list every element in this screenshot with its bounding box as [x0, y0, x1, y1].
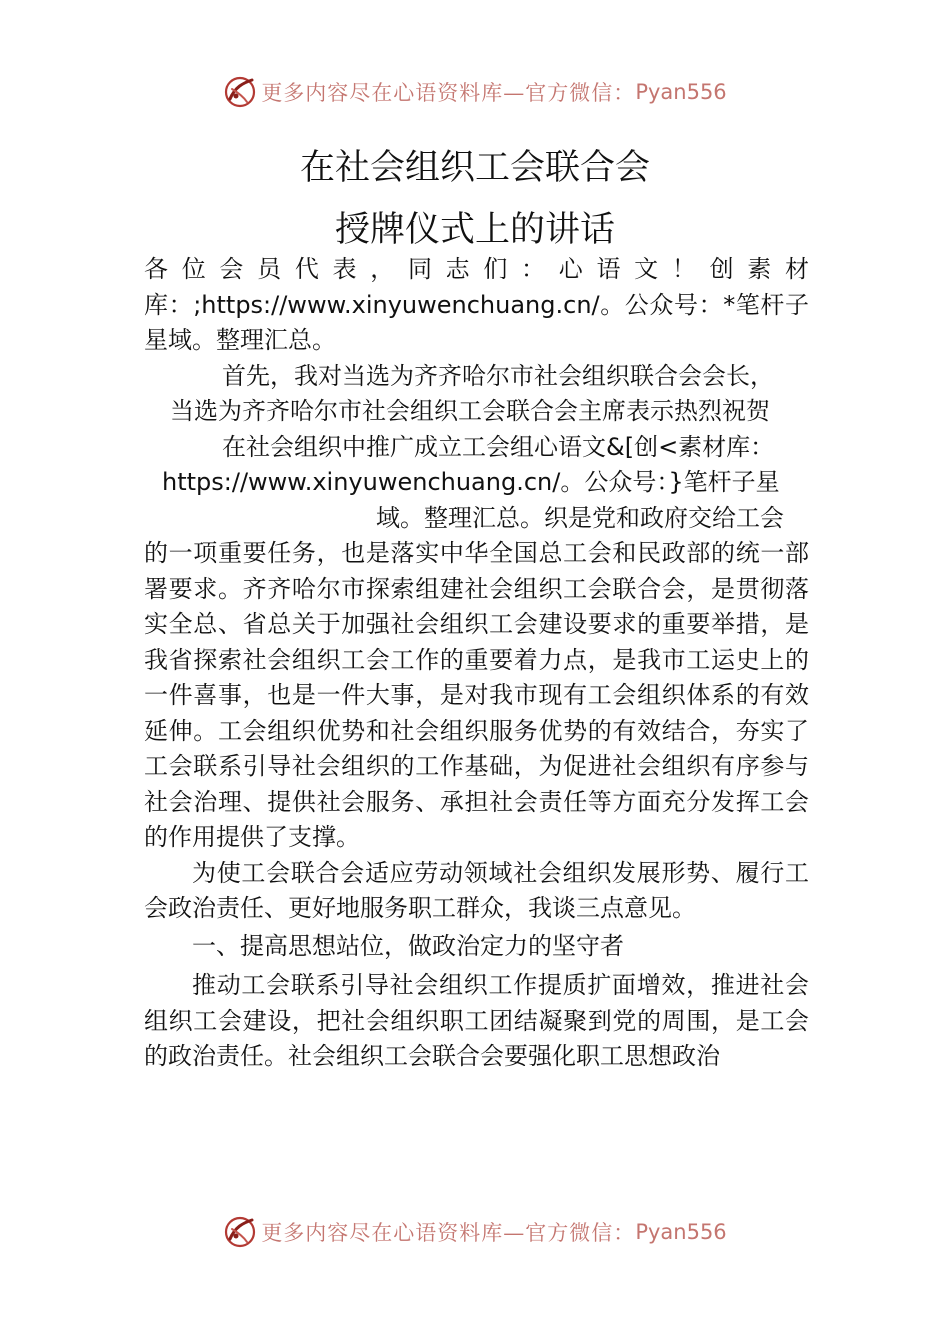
paragraph-2-line-1: 在社会组织中推广成立工会组心语文&[创<素材库： [222, 432, 775, 461]
paragraph-3: 为使工会联合会适应劳动领域社会组织发展形势、履行工会政治责任、更好地服务职工群众，我谈三点意见。 [144, 858, 809, 922]
paragraph-2-line-3: 域。整理汇总。织是党和政府交给工会 [376, 503, 784, 532]
banner-wechat-id: Pyan556 [635, 1220, 727, 1244]
header-watermark-banner [0, 70, 950, 114]
paragraph-1-line-2: 当选为齐齐哈尔市社会组织工会联合会主席表示热烈祝贺 [170, 397, 770, 425]
section-heading-1: 一、提高思想站位，做政治定力的坚守者 [192, 931, 624, 960]
document-body [144, 252, 809, 1075]
paragraph-2-line-2: https://www.xinyuwenchuang.cn/。公众号：}笔杆子星 [162, 468, 780, 496]
footer-watermark-banner [0, 1210, 950, 1254]
banner-text: 更多内容尽在心语资料库—官方微信： [261, 81, 636, 105]
banner-wechat-id: Pyan556 [635, 80, 727, 104]
paragraph-4: 推动工会联系引导社会组织工作提质扩面增效，推进社会组织工会建设，把社会组织职工团结凝聚到党的周围，是工会的政治责任。社会组织工会联合会要强化职工思想政治 [144, 971, 809, 1070]
brush-logo-icon [223, 1215, 257, 1249]
paragraph-2-rest: 的一项重要任务，也是落实中华全国总工会和民政部的统一部署要求。齐齐哈尔市探索组建社会组织工会联合会，是贯彻落实全总、省总关于加强社会组织工会建设要求的重要举措，是我省探索社会组织工会工作的重要着力点，是我市工运史上的一件喜事，也是一件大事，是对我市现有工会组织体系的有效延伸。工会组织优势和社会组织服务优势的有效结合，夯实了工会联系引导社会组织的工作基础，为促进社会组织有序参与社会治理、提供社会服务、承担社会责任等方面充分发挥工会的作用提供了支撑。 [144, 539, 809, 851]
greeting-paragraph: 各位会员代表，同志们：心语文！创素材库：;https://www.xinyuwenchuang.cn/。公众号：*笔杆子星域。整理汇总。 [144, 255, 809, 354]
brush-logo-icon [223, 75, 257, 109]
paragraph-1-line-1: 首先，我对当选为齐齐哈尔市社会组织联合会会长， [222, 361, 774, 390]
banner-text: 更多内容尽在心语资料库—官方微信： [261, 1221, 636, 1245]
document-title-line-1: 在社会组织工会联合会 [299, 148, 650, 188]
document-title-line-2: 授牌仪式上的讲话 [334, 210, 615, 250]
